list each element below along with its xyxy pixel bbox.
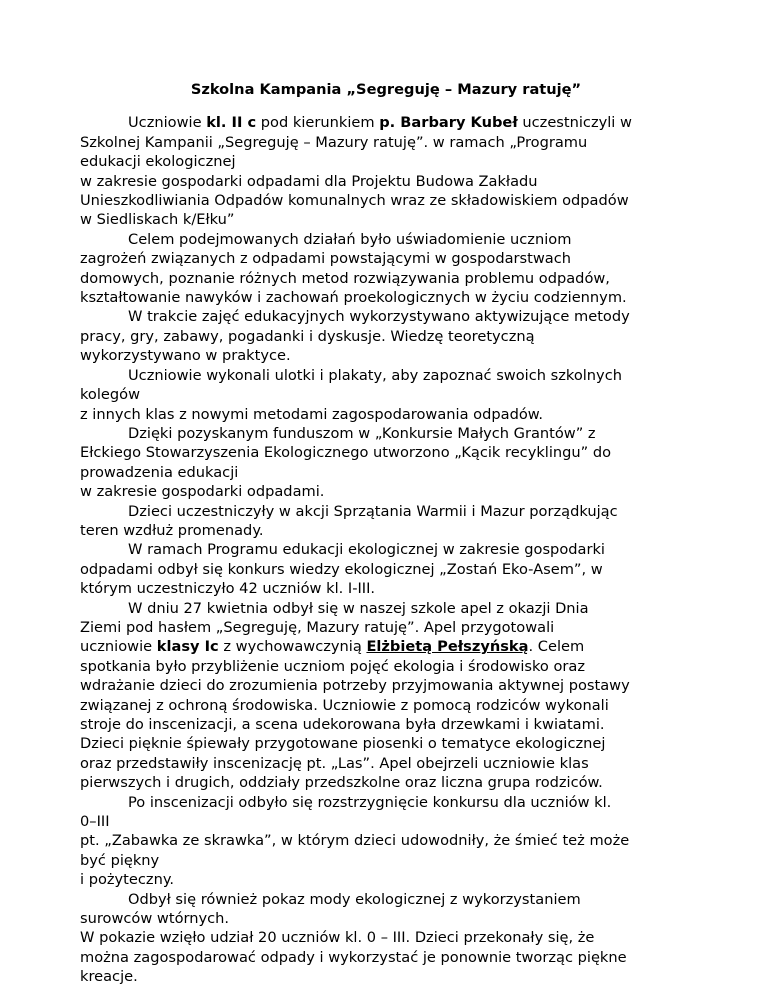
text-line: prowadzenia edukacji (80, 463, 239, 481)
text-line: kolegów (80, 386, 141, 404)
text-span: . Celem (528, 638, 585, 656)
bold-class-name: kl. II c (206, 114, 257, 132)
document-page (80, 80, 692, 987)
text-line: Ziemi pod hasłem „Segreguję, Mazury ratuję”. Apel przygotowali (80, 618, 555, 636)
text-line: pracy, gry, zabawy, pogadanki i dyskusje. Wiedzę teoretyczną (80, 327, 535, 345)
text-line: W trakcie zajęć edukacyjnych wykorzystywano aktywizujące metody (128, 308, 630, 326)
paragraph-intro (80, 113, 692, 229)
text-span: uczniowie (80, 638, 157, 656)
text-span: Uczniowie (128, 114, 207, 132)
text-line: surowców wtórnych. (80, 910, 230, 928)
paragraph-cleanup (80, 502, 692, 541)
paragraph-earth-day (80, 599, 692, 793)
text-line: Odbył się również pokaz mody ekologicznej z wykorzystaniem (128, 890, 581, 908)
text-line: stroje do inscenizacji, a scena udekorowana była drzewkami i kwiatami. (80, 716, 605, 733)
text-line: można zagospodarować odpady i wykorzystać je ponownie tworząc piękne (80, 948, 627, 966)
text-line: oraz przedstawiły inscenizację pt. „Las”. Apel obejrzeli uczniowie klas (80, 754, 589, 772)
text-line: spotkania było przybliżenie uczniom pojęć ekologia i środowisko oraz (80, 657, 586, 675)
text-line: W dniu 27 kwietnia odbył się w naszej szkole apel z okazji Dnia (128, 599, 589, 617)
paragraph-methods (80, 307, 692, 365)
text-line: być piękny (80, 851, 160, 869)
bold-teacher-name: Elżbietą Pełszyńską (366, 638, 529, 656)
text-line: Szkolnej Kampanii „Segreguję – Mazury ratuję”. w ramach „Programu (80, 133, 588, 151)
text-line: kreacje. (80, 968, 138, 986)
bold-teacher-name: p. Barbary Kubeł (379, 114, 518, 132)
text-line (80, 113, 692, 132)
text-line: którym uczestniczyło 42 uczniów kl. I-III. (80, 580, 376, 598)
text-line: edukacji ekologicznej (80, 153, 236, 171)
paragraph-contest (80, 540, 692, 598)
text-line: Dzięki pozyskanym funduszom w „Konkursie Małych Grantów” z (128, 424, 596, 442)
document-title: Szkolna Kampania „Segreguję – Mazury ratuję” (190, 81, 582, 98)
text-line: Dzieci uczestniczyły w akcji Sprzątania Warmii i Mazur porządkując (128, 502, 618, 520)
text-span: uczestniczyli w (517, 114, 632, 132)
text-line: domowych, poznanie różnych metod rozwiązywania problemu odpadów, (80, 269, 610, 287)
text-line: wdrażanie dzieci do zrozumienia potrzeby przyjmowania aktywnej postawy (80, 677, 630, 695)
text-line: Dzieci pięknie śpiewały przygotowane piosenki o tematyce ekologicznej (80, 735, 606, 753)
text-line: Ełckiego Stowarzyszenia Ekologicznego utworzono „Kącik recyklingu” do (80, 444, 612, 462)
text-line: i pożyteczny. (80, 871, 175, 889)
text-line: w zakresie gospodarki odpadami dla Projektu Budowa Zakładu (80, 172, 538, 190)
paragraph-conclusion (80, 928, 692, 986)
text-line: wykorzystywano w praktyce. (80, 347, 291, 365)
text-line: Po inscenizacji odbyło się rozstrzygnięcie konkursu dla uczniów kl. (128, 793, 612, 811)
text-line: teren wzdłuż promenady. (80, 521, 264, 539)
text-line: w Siedliskach k/Ełku” (80, 211, 235, 229)
text-line (80, 637, 692, 656)
paragraph-leaflets (80, 366, 692, 424)
text-span: z wychowawczynią (218, 638, 367, 656)
text-line: kształtowanie nawyków i zachowań proekologicznych w życiu codziennym. (80, 289, 627, 307)
text-line: w zakresie gospodarki odpadami. (80, 483, 325, 501)
text-line: W ramach Programu edukacji ekologicznej w zakresie gospodarki (128, 541, 605, 559)
text-line: z innych klas z nowymi metodami zagospodarowania odpadów. (80, 405, 544, 423)
text-line: Uczniowie wykonali ulotki i plakaty, aby zapoznać swoich szkolnych (128, 366, 622, 384)
paragraph-grants (80, 424, 692, 502)
text-line: 0–III (80, 813, 110, 831)
text-line: W pokazie wzięło udział 20 uczniów kl. 0 – III. Dzieci przekonały się, że (80, 929, 595, 947)
paragraph-toy-contest (80, 793, 692, 890)
text-line: pt. „Zabawka ze skrawka”, w którym dzieci udowodniły, że śmieć też może (80, 832, 630, 850)
text-line: pierwszych i drugich, oddziały przedszkolne oraz liczna grupa rodziców. (80, 774, 603, 792)
paragraph-fashion-show (80, 890, 692, 929)
paragraph-goal (80, 230, 692, 308)
text-line: związanej z ochroną środowiska. Uczniowie z pomocą rodziców wykonali (80, 696, 609, 714)
text-line: Celem podejmowanych działań było uświadomienie uczniom (128, 230, 572, 248)
text-line: odpadami odbył się konkurs wiedzy ekologicznej „Zostań Eko-Asem”, w (80, 560, 603, 578)
text-line: Unieszkodliwiania Odpadów komunalnych wraz ze składowiskiem odpadów (80, 192, 629, 210)
bold-class-name: klasy Ic (156, 638, 219, 656)
text-line: zagrożeń związanych z odpadami powstającymi w gospodarstwach (80, 250, 572, 268)
text-span: pod kierunkiem (256, 114, 380, 132)
